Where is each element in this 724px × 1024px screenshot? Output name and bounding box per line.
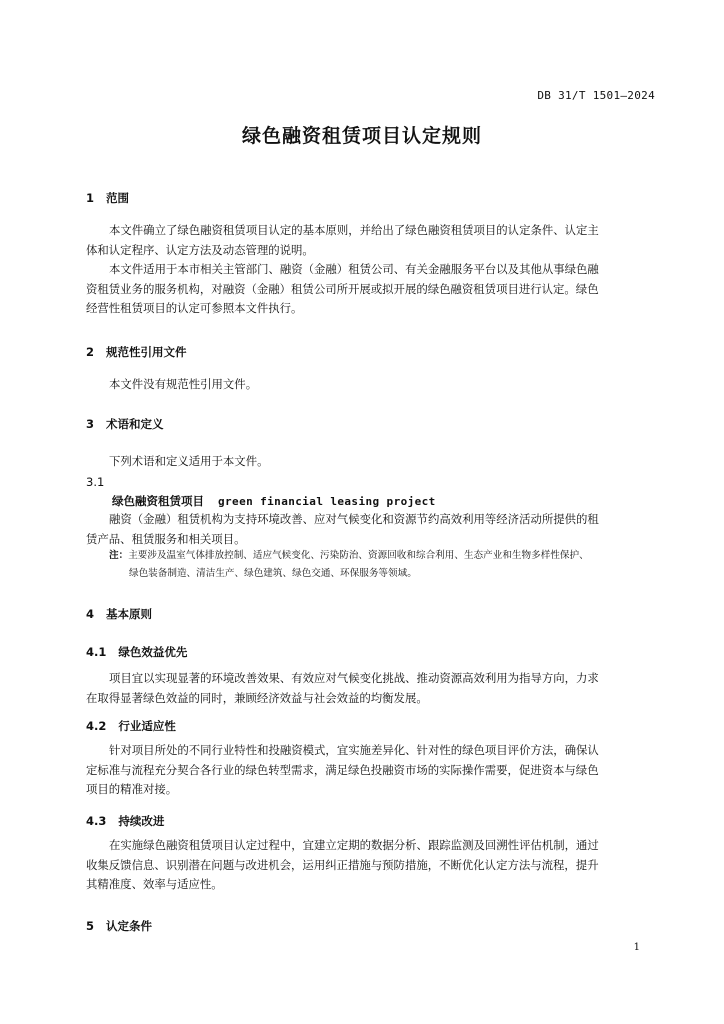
subsection-4-1-body	[86, 669, 656, 708]
section-5-heading	[86, 918, 152, 934]
section-2-body	[86, 375, 656, 395]
subsection-4-2-body	[86, 741, 656, 800]
subsection-title: 持续改进	[118, 814, 165, 828]
text-line: 在实施绿色融资租赁项目认定过程中，宜建立定期的数据分析、跟踪监测及回溯性评估机制，通过	[109, 838, 599, 852]
page-title: 绿色融资租赁项目认定规则	[241, 125, 482, 147]
term-number: 3.1	[86, 475, 105, 489]
section-2-heading	[86, 344, 187, 360]
text-line: 资租赁业务的服务机构，对融资（金融）租赁公司所开展或拟开展的绿色融资租赁项目进行认定。绿色	[86, 281, 599, 296]
text-line: 定标准与流程充分契合各行业的绿色转型需求，满足绿色投融资市场的实际操作需要，促进资本与绿色	[86, 762, 599, 777]
term-chinese: 绿色融资租赁项目	[112, 494, 204, 508]
subsection-title: 行业适应性	[118, 719, 176, 733]
text-line	[109, 547, 657, 565]
section-3-intro	[86, 452, 656, 472]
section-number: 2	[86, 345, 95, 359]
subsection-number: 4.3	[86, 814, 107, 828]
text-line: 项目宜以实现显著的环境改善效果、有效应对气候变化挑战、推动资源高效利用为指导方向，力求	[109, 671, 599, 685]
note-text: 主要涉及温室气体排放控制、适应气候变化、污染防治、资源回收和综合利用、生态产业和生物多样性保护、	[128, 550, 589, 561]
text-line: 在取得显著绿色效益的同时，兼顾经济效益与社会效益的均衡发展。	[86, 690, 428, 705]
text-line: 本文件适用于本市相关主管部门、融资（金融）租赁公司、有关金融服务平台以及其他从事绿色融	[109, 262, 599, 276]
subsection-4-2-heading	[86, 718, 176, 734]
text-line: 针对项目所处的不同行业特性和投融资模式，宜实施差异化、针对性的绿色项目评价方法，确保认	[109, 743, 599, 757]
text-line: 其精准度、效率与适应性。	[86, 877, 223, 891]
section-number: 4	[86, 607, 95, 621]
section-4-heading	[86, 606, 152, 622]
subsection-4-1-heading	[86, 644, 187, 660]
note-label: 注：	[109, 550, 129, 561]
term-definition	[86, 510, 656, 549]
text-line: 融资（金融）租赁机构为支持环境改善、应对气候变化和资源节约高效利用等经济活动所提供的租	[109, 512, 599, 526]
term-english: green financial leasing project	[218, 495, 436, 508]
section-1-heading	[86, 190, 129, 206]
subsection-number: 4.2	[86, 719, 107, 733]
text-line: 本文件没有规范性引用文件。	[109, 377, 258, 391]
section-1-body	[86, 221, 656, 319]
term-note	[109, 547, 657, 583]
text-line: 下列术语和定义适用于本文件。	[109, 454, 269, 468]
section-title: 规范性引用文件	[106, 345, 187, 359]
section-title: 范围	[106, 191, 130, 205]
section-number: 3	[86, 417, 95, 431]
section-number: 1	[86, 191, 95, 205]
text-line: 本文件确立了绿色融资租赁项目认定的基本原则，并给出了绿色融资租赁项目的认定条件、认定主	[109, 223, 599, 237]
page-number: 1	[633, 942, 640, 953]
term-entry	[112, 493, 436, 509]
text-line: 赁产品、租赁服务和相关项目。	[86, 531, 246, 546]
text-line: 体和认定程序、认定方法及动态管理的说明。	[86, 242, 314, 257]
subsection-4-3-heading	[86, 813, 164, 829]
subsection-title: 绿色效益优先	[118, 645, 188, 659]
section-title: 基本原则	[106, 607, 153, 621]
subsection-4-3-body	[86, 836, 656, 895]
section-3-heading	[86, 416, 164, 432]
section-title: 认定条件	[106, 919, 153, 933]
subsection-number: 4.1	[86, 645, 107, 659]
text-line: 经营性租赁项目的认定可参照本文件执行。	[86, 301, 303, 315]
section-number: 5	[86, 919, 95, 933]
text-line: 收集反馈信息、识别潜在问题与改进机会，运用纠正措施与预防措施，不断优化认定方法与流程，提升	[86, 857, 599, 872]
text-line: 项目的精准对接。	[86, 782, 178, 796]
section-title: 术语和定义	[106, 417, 164, 431]
document-number: DB 31/T 1501—2024	[537, 89, 655, 102]
text-line: 绿色装备制造、清洁生产、绿色建筑、绿色交通、环保服务等领域。	[129, 568, 417, 579]
